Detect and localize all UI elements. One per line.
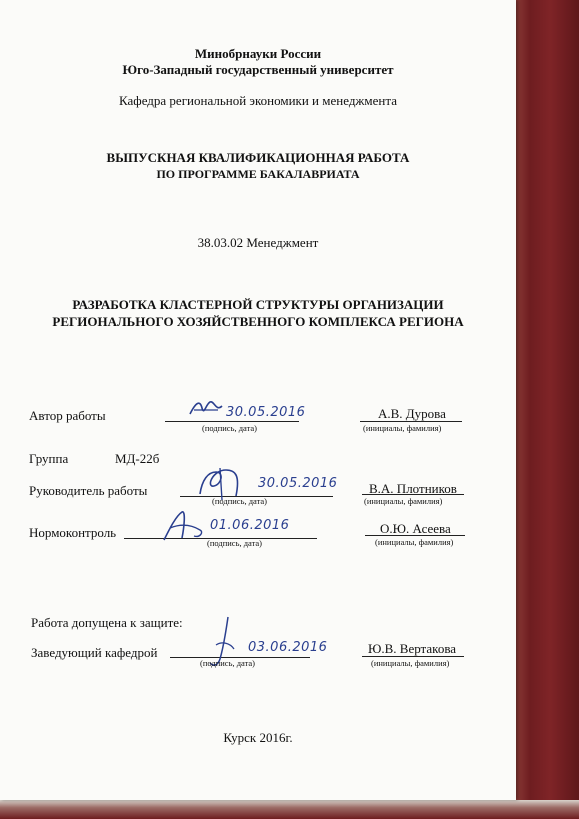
specialty: 38.03.02 Менеджмент [197, 235, 319, 250]
author-signature [188, 398, 224, 420]
normcontrol-date: 01.06.2016 [210, 518, 290, 533]
work-type-line-1: ВЫПУСКНАЯ КВАЛИФИКАЦИОННАЯ РАБОТА [106, 150, 410, 165]
head-name-line [362, 656, 464, 657]
thesis-title-line-2: РЕГИОНАЛЬНОГО ХОЗЯЙСТВЕННОГО КОМПЛЕКСА РЕГИОНА [52, 314, 464, 329]
normcontrol-name-line [365, 535, 465, 536]
supervisor-date: 30.05.2016 [258, 476, 338, 491]
department-name: Кафедра региональной экономики и менеджмента [119, 93, 397, 108]
author-label: Автор работы [29, 408, 106, 423]
binding-bottom [0, 800, 579, 819]
admission-label: Работа допущена к защите: [31, 615, 183, 630]
normcontrol-signature-caption: (подпись, дата) [207, 538, 263, 548]
author-name-caption: (инициалы, фамилия) [363, 423, 442, 433]
normcontrol-name-caption: (инициалы, фамилия) [375, 537, 454, 547]
author-name: А.В. Дурова [378, 406, 446, 421]
head-date: 03.06.2016 [248, 640, 328, 655]
binding-edge [510, 0, 579, 819]
supervisor-label: Руководитель работы [29, 483, 148, 498]
supervisor-name: В.А. Плотников [369, 481, 457, 496]
author-name-line [360, 421, 462, 422]
group-value: МД-22б [115, 451, 160, 466]
group-label: Группа [29, 451, 69, 466]
ministry-name: Минобрнауки России [194, 46, 322, 61]
supervisor-signature-caption: (подпись, дата) [212, 496, 268, 506]
normcontrol-label: Нормоконтроль [29, 525, 117, 540]
author-date: 30.05.2016 [226, 405, 306, 420]
normcontrol-signature [160, 508, 208, 544]
university-name: Юго-Западный государственный университет [122, 62, 394, 77]
head-name: Ю.В. Вертакова [368, 641, 457, 656]
author-signature-caption: (подпись, дата) [202, 423, 258, 433]
supervisor-name-line [362, 494, 464, 495]
city-year: Курск 2016г. [223, 730, 293, 745]
work-type-line-2: ПО ПРОГРАММЕ БАКАЛАВРИАТА [156, 167, 360, 181]
thesis-title-line-1: РАЗРАБОТКА КЛАСТЕРНОЙ СТРУКТУРЫ ОРГАНИЗАЦИИ [72, 297, 444, 312]
head-of-department-label: Заведующий кафедрой [31, 645, 158, 660]
author-signature-line [165, 421, 299, 422]
normcontrol-name: О.Ю. Асеева [380, 521, 451, 536]
head-signature-caption: (подпись, дата) [200, 658, 256, 668]
head-name-caption: (инициалы, фамилия) [371, 658, 450, 668]
supervisor-name-caption: (инициалы, фамилия) [364, 496, 443, 506]
